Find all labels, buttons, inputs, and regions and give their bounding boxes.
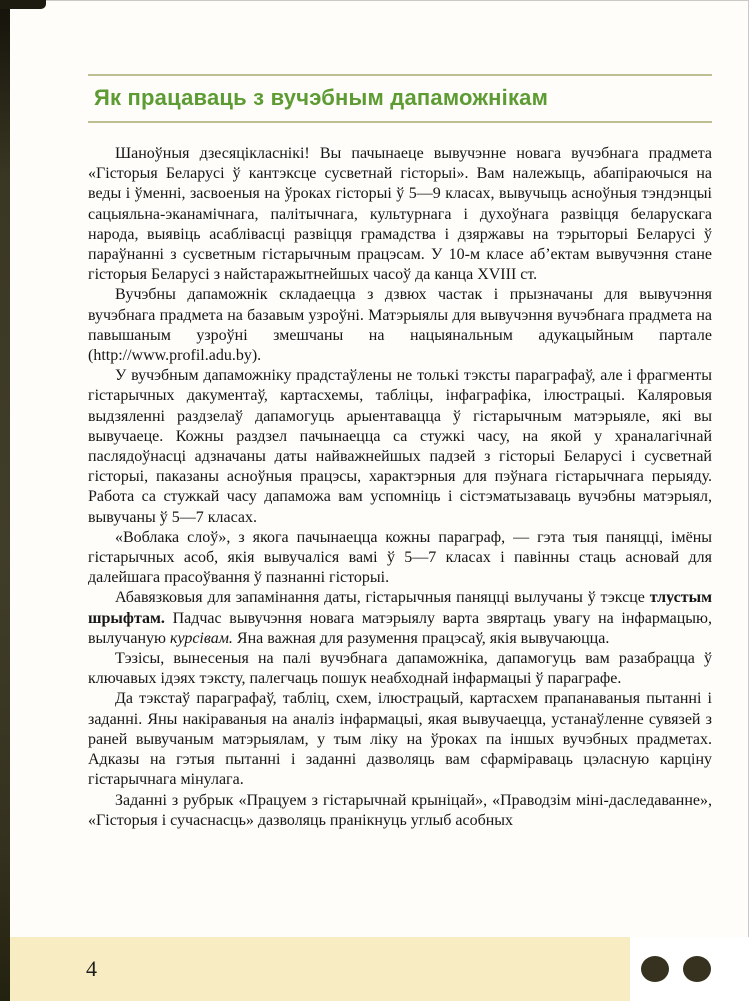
paragraph-questions: Да тэкстаў параграфаў, табліц, схем, ілюстрацый, картасхем прапанаваныя пытанні і заданні. Яны накіраваныя на аналіз інфармацыі, якая вывучаецца, устанаўленне сувязей з раней вывучаным матэрыялам, у тым ліку на ўроках па іншых вучэбных прадметах. Адказы на гэтыя пытанні і заданні дазволяць вам сфарміраваць цэласную карціну гістарычнага мінулага. bbox=[88, 690, 712, 789]
decorative-dot-2 bbox=[683, 956, 711, 982]
footer-band bbox=[0, 937, 630, 1001]
paragraph-intro: Шаноўныя дзесяцікласнікі! Вы пачынаеце вывучэнне новага вучэбнага прадмета «Гісторыя Беларусі ў кантэксце сусветнай гісторыі». Вам належыць, абапіраючыся на веды і ўменні, засвоеныя на ўроках гісторыі ў 5—9 класах, вывучыць асноўныя тэндэнцыі сацыяльна-эканамічнага, палітычнага, культурнага і духоўнага развіцця беларускага народа, выявіць асаблівасці развіцця грамадства і дзяржавы на тэрыторыі Беларусі ў параўнанні з сусветным гістарычным працэсам. У 10-м класе аб’ектам вывучэння стане гісторыя Беларусі з найстаражытнейшых часоў да канца XVIII ст. bbox=[88, 145, 712, 284]
paragraph-structure: У вучэбным дапаможніку прадстаўлены не толькі тэксты параграфаў, але і фрагменты гістарычных дакументаў, картасхемы, табліцы, інфаграфіка, ілюстрацыі. Каляровыя выдзяленні раздзелаў дапамогуць арыентавацца ў гістарычным матэрыяле, які вы вывучаеце. Кожны раздзел пачынаецца са стужкі часу, на якой у храналагічнай паслядоўнасці адзначаны даты найважнейшых падзей з гісторыі Беларусі і сусветнай гісторыі, паказаны асноўныя працэсы, характэрныя для пэўнага гістарычнага перыяду. Работа са стужкай часу дапаможа вам успомніць і сістэматызаваць вучэбны матэрыял, вывучаны ў 5—7 класах. bbox=[88, 367, 712, 526]
paragraph-two-parts: Вучэбны дапаможнік складаецца з дзвюх частак і прызначаны для вывучэння вучэбнага прадмета на базавым узроўні. Матэрыялы для вывучэння вучэбнага прадмета на павышаным узроўні змешчаны на нацыянальным адукацыйным партале (http://www.profil.adu.by). bbox=[88, 286, 712, 365]
footer-dots bbox=[630, 937, 749, 1001]
heading-rule-bottom bbox=[88, 121, 712, 123]
paragraph-margin-theses: Тэзісы, вынесеныя на палі вучэбнага дапаможніка, дапамогуць вам разабрацца ў ключавых ідэях тэксту, палегчаць пошук неабходнай інфармацыі ў параграфе. bbox=[88, 650, 712, 688]
paragraph-rubrics: Заданні з рубрык «Працуем з гістарычнай крыніцай», «Праводзім міні-даследаванне», «Гісторыя і сучаснасць» дазволяць пранікнуць углыб асобных bbox=[88, 791, 712, 829]
page-content bbox=[88, 0, 712, 831]
paragraph-bold-italic: Абавязковыя для запамінання даты, гістарычныя паняцці вылучаны ў тэксце тлустым шрыфтам. Падчас вывучэння новага матэрыялу варта звяртаць увагу на інфармацыю, вылучаную курсівам. Яна важная для разумення працэсаў, якія вывучаюцца. bbox=[88, 589, 712, 647]
body-text bbox=[88, 144, 712, 831]
page-footer bbox=[0, 937, 749, 1001]
paragraph-word-cloud: «Воблака слоў», з якога пачынаецца кожны параграф, — гэта тыя паняцці, імёны гістарычных асоб, якія вывучаліся вамі ў 5—7 класах і павінны стаць асновай для далейшага прасоўвання ў пазнанні гісторыі. bbox=[88, 528, 712, 587]
page-heading: Як працаваць з вучэбным дапаможнікам bbox=[94, 85, 549, 110]
page-number: 4 bbox=[86, 956, 97, 981]
decorative-dot-1 bbox=[641, 956, 669, 982]
book-spine-shadow bbox=[0, 0, 10, 1001]
page-header bbox=[88, 74, 712, 123]
heading-rule-top bbox=[88, 74, 712, 76]
scan-artifact-top-left bbox=[0, 0, 46, 9]
